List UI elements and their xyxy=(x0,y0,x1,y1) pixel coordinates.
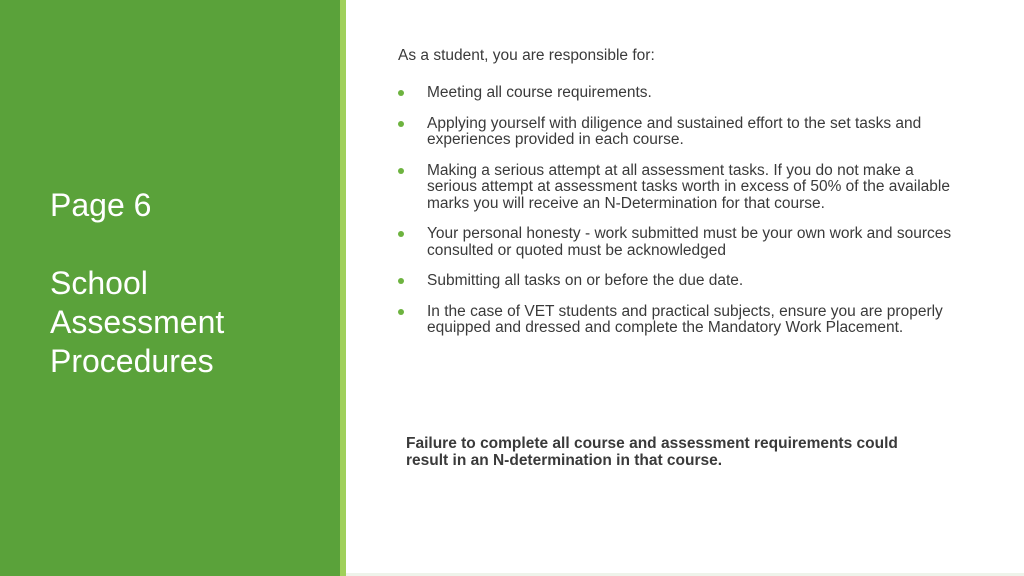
list-item-text: Making a serious attempt at all assessment tasks. If you do not make a serious attempt at assessment tasks worth in excess of 50% of the available marks you will receive an N-Determination for that course. xyxy=(427,161,950,212)
list-item-text: Applying yourself with diligence and sustained effort to the set tasks and experiences provided in each course. xyxy=(427,114,922,148)
title-line: Assessment xyxy=(50,304,225,340)
list-item xyxy=(398,116,958,149)
bullet-icon xyxy=(398,90,404,96)
list-item-text: Your personal honesty - work submitted must be your own work and sources consulted or quoted must be acknowledged xyxy=(427,225,952,259)
list-item-text: In the case of VET students and practical subjects, ensure you are properly equipped and dressed and complete the Mandatory Work Placement. xyxy=(427,302,943,336)
list-item xyxy=(398,273,958,290)
list-item-text: Submitting all tasks on or before the due date. xyxy=(427,272,744,289)
title-panel xyxy=(0,0,340,576)
list-item xyxy=(398,304,958,337)
list-item xyxy=(398,85,958,102)
bullet-icon xyxy=(398,231,404,237)
warning-text: Failure to complete all course and assessment requirements could result in an N-determination in that course. xyxy=(406,435,898,469)
bullet-icon xyxy=(398,278,404,284)
list-item-text: Meeting all course requirements. xyxy=(427,84,652,101)
page-number: Page 6 xyxy=(50,187,152,223)
bullet-icon xyxy=(398,121,404,127)
intro-text: As a student, you are responsible for: xyxy=(398,47,655,64)
slide-title xyxy=(50,186,330,381)
list-item xyxy=(398,226,958,259)
title-line: Procedures xyxy=(50,343,214,379)
bullet-icon xyxy=(398,168,404,174)
responsibility-list xyxy=(398,85,958,351)
title-line: School xyxy=(50,265,148,301)
list-item xyxy=(398,163,958,213)
bullet-icon xyxy=(398,309,404,315)
